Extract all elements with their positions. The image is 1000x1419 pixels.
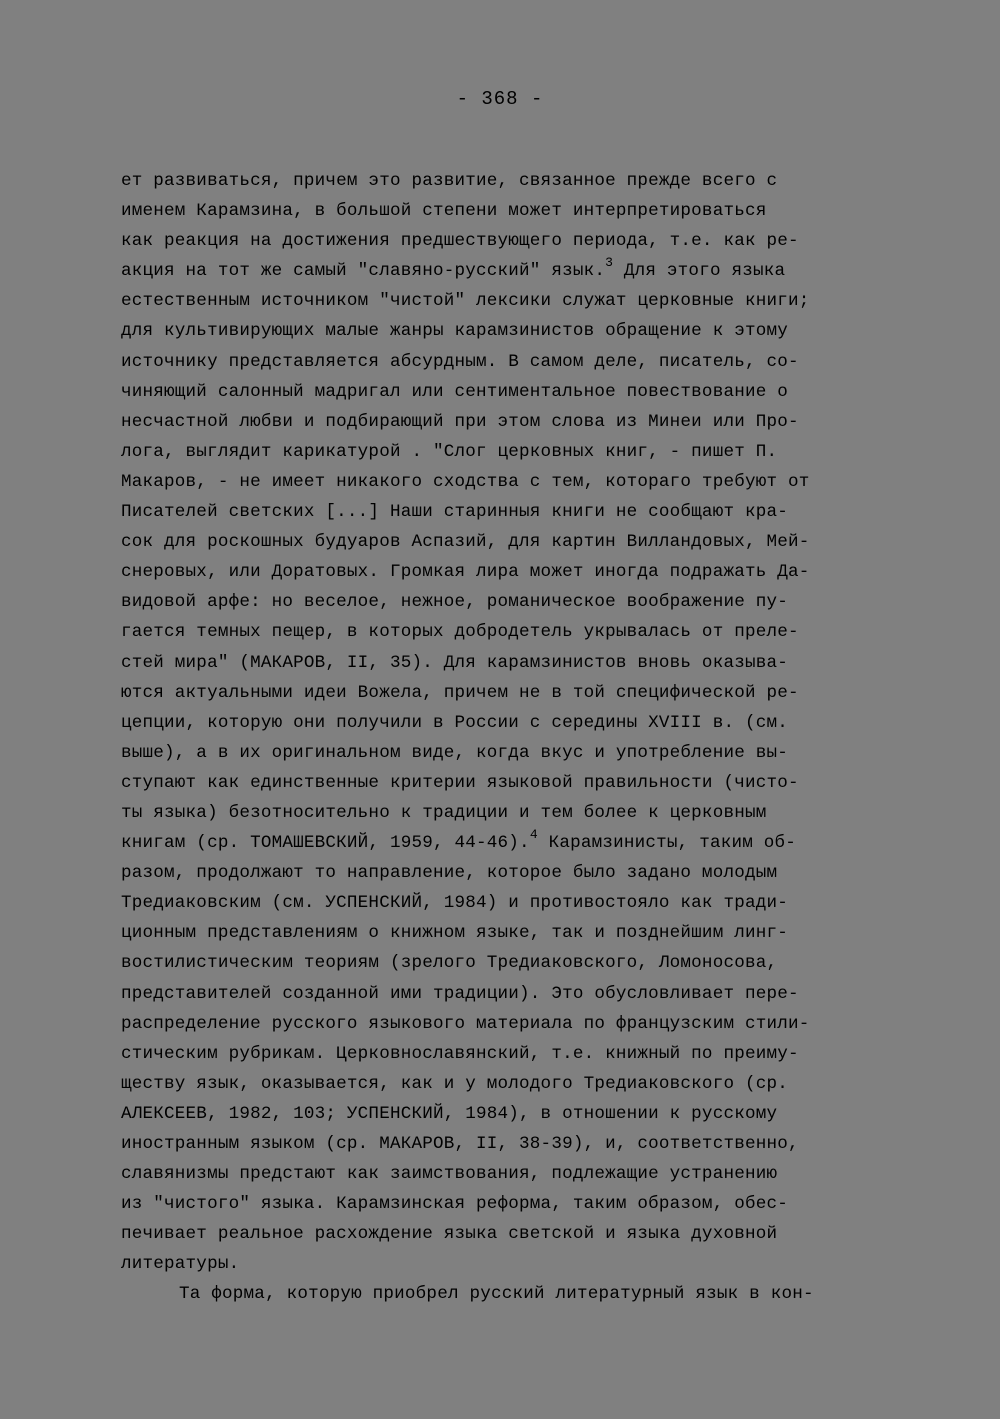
text-line (121, 888, 921, 918)
line-text: стическим рубрикам. Церковнославянский, т.е. книжный по преиму- (121, 1043, 799, 1064)
text-line (121, 948, 921, 978)
text-line (121, 798, 921, 828)
text-line (121, 407, 921, 437)
line-text: распределение русского языкового материала по французским стили- (121, 1013, 810, 1034)
text-line (121, 1279, 921, 1309)
text-line (121, 286, 921, 316)
text-line (121, 316, 921, 346)
line-text: сок для роскошных будуаров Аспазий, для картин Вилландовых, Мей- (121, 532, 810, 553)
text-line (121, 527, 921, 557)
line-text: для культивирующих малые жанры карамзинистов обращение к этому (121, 321, 788, 342)
line-text: Макаров, - не имеет никакого сходства с тем, котораго требуют от (121, 471, 810, 492)
text-line (121, 708, 921, 738)
line-text: литературы. (121, 1254, 240, 1275)
line-text: стей мира" (МАКАРОВ, II, 35). Для карамзинистов вновь оказыва- (121, 652, 788, 673)
text-line (121, 587, 921, 617)
line-text-continuation: Карамзинисты, таким об- (537, 833, 797, 854)
line-text: лога, выглядит карикатурой . "Слог церковных книг, - пишет П. (121, 441, 778, 462)
line-text: естественным источником "чистой" лексики служат церковные книги; (121, 291, 810, 312)
line-text: славянизмы предстают как заимствования, подлежащие устранению (121, 1164, 778, 1185)
text-line (121, 226, 921, 256)
footnote-marker: 4 (529, 827, 538, 843)
line-text: как реакция на достижения предшествующего периода, т.е. как ре- (121, 231, 799, 252)
line-text: чиняющий салонный мадригал или сентиментальное повествование о (121, 381, 788, 402)
line-text: Та форма, которую приобрел русский литературный язык в кон- (179, 1284, 814, 1305)
text-line (121, 467, 921, 497)
text-line (121, 1099, 921, 1129)
text-line (121, 648, 921, 678)
line-text: разом, продолжают то направление, которое было задано молодым (121, 863, 778, 884)
text-line (121, 858, 921, 888)
line-text: видовой арфе: но веселое, нежное, романическое воображение пу- (121, 592, 788, 613)
line-text: цепции, которую они получили в России с середины XVIII в. (см. (121, 712, 788, 733)
page-number: - 368 - (456, 88, 544, 110)
line-text: ются актуальными идеи Вожела, причем не в той специфической ре- (121, 682, 799, 703)
text-line (121, 738, 921, 768)
line-text: источнику представляется абсурдным. В самом деле, писатель, со- (121, 351, 799, 372)
text-line (121, 497, 921, 527)
line-text: из "чистого" языка. Карамзинская реформа, таким образом, обес- (121, 1194, 788, 1215)
text-line (121, 557, 921, 587)
text-line (121, 196, 921, 226)
text-line (121, 678, 921, 708)
line-text: ществу язык, оказывается, как и у молодого Тредиаковского (ср. (121, 1073, 788, 1094)
line-text: ступают как единственные критерии языковой правильности (чисто- (121, 772, 799, 793)
text-line (121, 437, 921, 467)
text-line (121, 166, 921, 196)
text-line (121, 1069, 921, 1099)
line-text: АЛЕКСЕЕВ, 1982, 103; УСПЕНСКИЙ, 1984), в отношении к русскому (121, 1103, 778, 1124)
line-text: книгам (ср. ТОМАШЕВСКИЙ, 1959, 44-46). (121, 833, 530, 854)
text-line (121, 768, 921, 798)
text-line (121, 1249, 921, 1279)
text-line (121, 1039, 921, 1069)
text-line (121, 377, 921, 407)
text-line (121, 347, 921, 377)
text-line (121, 828, 921, 858)
text-line (121, 1189, 921, 1219)
line-text: Писателей светских [...] Наши старинныя книги не сообщают кра- (121, 502, 788, 523)
text-line (121, 979, 921, 1009)
line-text: именем Карамзина, в большой степени может интерпретироваться (121, 201, 767, 222)
line-text: Тредиаковским (см. УСПЕНСКИЙ, 1984) и противостояло как тради- (121, 893, 788, 914)
line-text: представителей созданной ими традиции). Это обусловливает пере- (121, 983, 799, 1004)
line-text: ет развиваться, причем это развитие, связанное прежде всего с (121, 171, 778, 191)
text-line (121, 918, 921, 948)
line-text: гается темных пещер, в которых добродетель укрывалась от преле- (121, 622, 799, 643)
line-text: иностранным языком (ср. МАКАРОВ, II, 38-39), и, соответственно, (121, 1134, 799, 1154)
text-line (121, 256, 921, 286)
text-line (121, 617, 921, 647)
line-text: несчастной любви и подбирающий при этом слова из Минеи или Про- (121, 411, 799, 432)
text-line (121, 1009, 921, 1039)
line-text: ционным представлениям о книжном языке, так и позднейшим линг- (121, 923, 788, 944)
body-text (121, 166, 921, 1310)
text-line (121, 1129, 921, 1159)
text-line (121, 1159, 921, 1189)
footnote-marker: 3 (605, 255, 614, 271)
line-text: ты языка) безотносительно к традиции и тем более к церковным (121, 802, 767, 823)
line-text: снеровых, или Доратовых. Громкая лира может иногда подражать Да- (121, 562, 810, 583)
line-text: печивает реальное расхождение языка светской и языка духовной (121, 1224, 778, 1245)
line-text: востилистическим теориям (зрелого Тредиаковского, Ломоносова, (121, 953, 778, 974)
text-line (121, 1219, 921, 1249)
line-text: выше), а в их оригинальном виде, когда вкус и употребление вы- (121, 742, 788, 763)
line-text-continuation: Для этого языка (613, 261, 786, 282)
line-text: акция на тот же самый "славяно-русский" язык. (121, 261, 606, 282)
